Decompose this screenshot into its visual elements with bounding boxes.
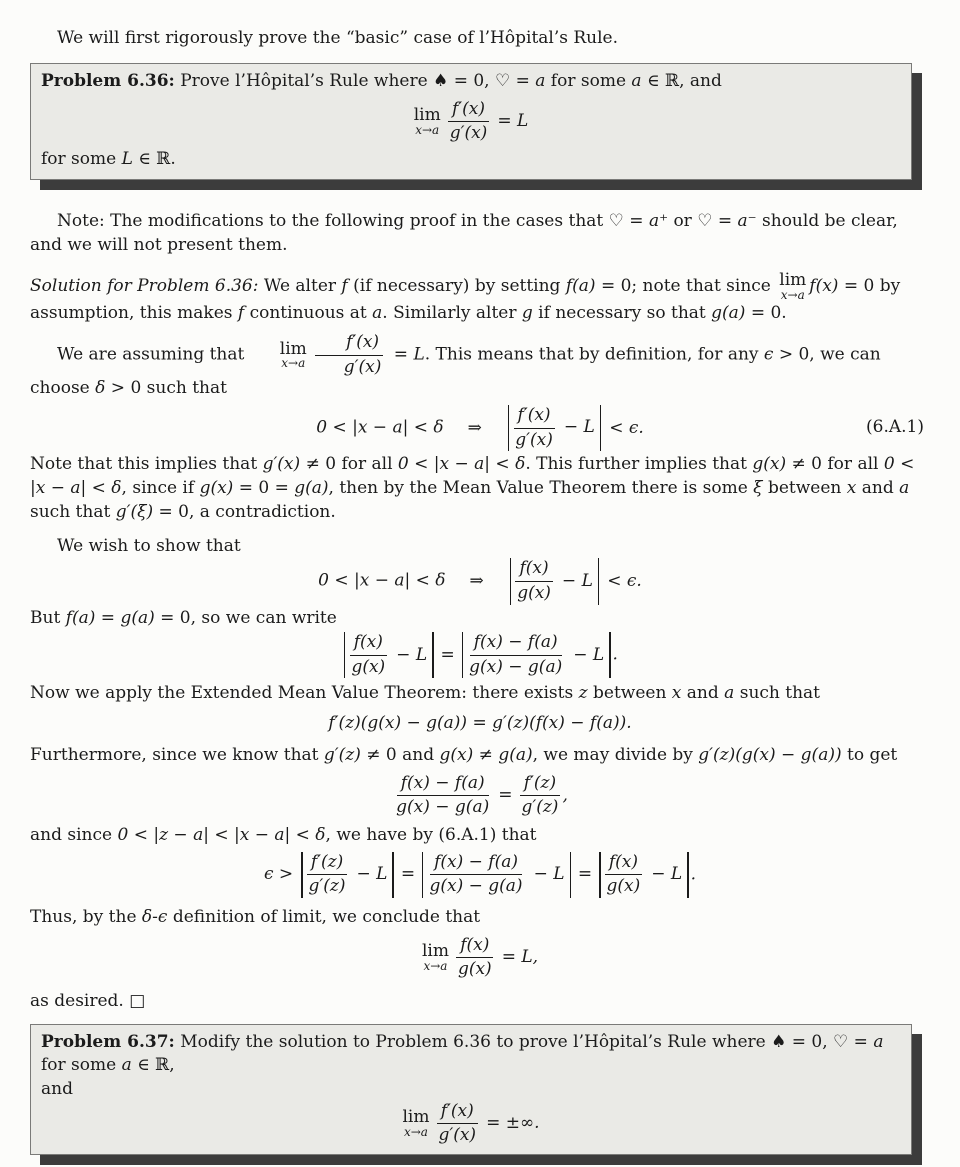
condition: 0 < |x − a| < δ [316, 417, 444, 438]
problem-6-37-box [30, 1024, 912, 1155]
equation-rhs: = L [497, 111, 529, 132]
abs-bar-right [570, 852, 571, 898]
equals-sign: = [440, 644, 455, 665]
problem-6-36-statement: Problem 6.36: Prove l’Hôpital’s Rule where ♠ = 0, ♡ = a for some a ∈ ℝ, and [41, 70, 722, 91]
limit-operator: lim x→a [779, 270, 807, 302]
abs-value-group [510, 558, 599, 604]
abs-bar-left [510, 558, 511, 604]
problem-6-36-equation [41, 100, 901, 144]
abs-bar-right [432, 632, 433, 678]
abs-bar-left [599, 852, 600, 898]
equation-text: f′(z)(g(x) − g(a)) = g′(z)(f(x) − f(a)). [328, 713, 632, 734]
fraction [347, 633, 389, 677]
equals-sign: = [498, 785, 513, 806]
problem-6-37-equation [41, 1102, 901, 1146]
fraction [305, 853, 350, 897]
fraction-numerator: f(x) [515, 559, 552, 582]
abs-bar-right [598, 558, 599, 604]
limit-operator: lim x→a [421, 940, 449, 973]
fraction-numerator: f′(x) [315, 333, 383, 356]
fraction-denominator: g(x) [606, 876, 641, 897]
relation: < ϵ. [607, 571, 642, 592]
minus-L: − L [561, 570, 593, 591]
wish-paragraph: We wish to show that [57, 535, 241, 556]
fraction-numerator: f′(x) [448, 100, 489, 123]
problem-6-37-and-line: and [41, 1079, 73, 1100]
qed-paragraph: as desired. □ [30, 990, 146, 1011]
fraction [454, 936, 496, 980]
fraction-numerator: f(x) − f(a) [397, 774, 489, 797]
fraction-numerator: f(x) − f(a) [470, 633, 562, 656]
abs-bar-right [392, 852, 393, 898]
minus-L: − L [356, 863, 388, 884]
abs-bar-right [609, 632, 610, 678]
fraction [603, 853, 645, 897]
fraction-denominator: g′(x) [438, 1125, 477, 1146]
fraction [313, 333, 386, 377]
intro-paragraph: We will first rigorously prove the “basic” case of l’Hôpital’s Rule. [57, 28, 619, 48]
abs-value-group [508, 405, 601, 451]
abs-bar-left [462, 632, 463, 678]
fraction-numerator: f(x) [350, 633, 387, 656]
epsilon-bound-equation [30, 852, 930, 898]
equation-rhs: = L, [501, 947, 539, 968]
fraction-numerator: f′(z) [307, 853, 347, 876]
abs-value-group [599, 852, 688, 898]
abs-bar-left [344, 632, 345, 678]
problem-6-36-footer: for some L ∈ ℝ. [41, 148, 176, 169]
equation-rhs: = ±∞. [486, 1113, 540, 1134]
relation: < ϵ. [609, 417, 644, 438]
limit-operator: lim x→a [402, 1107, 430, 1140]
wish-equation [30, 558, 930, 604]
period: . [612, 644, 618, 665]
minus-L: − L [573, 644, 605, 665]
solution-lead: Solution for Problem 6.36: [30, 276, 259, 297]
implies-arrow: ⇒ [469, 571, 484, 592]
but-paragraph: But f(a) = g(a) = 0, so we can write [30, 607, 337, 628]
fraction [517, 774, 562, 818]
fraction-numerator: f(x) [456, 936, 493, 959]
minus-L: − L [396, 644, 428, 665]
abs-bar-right [600, 405, 601, 451]
fraction-numerator: f′(x) [437, 1102, 478, 1125]
fraction-denominator: g(x) [457, 959, 492, 980]
epsilon-greater: ϵ > [263, 864, 294, 885]
fraction [511, 406, 557, 450]
abs-value-group [462, 632, 611, 678]
solution-paragraph: Solution for Problem 6.36: We alter f (if necessary) by setting f(a) = 0; note that since lim x→a f(x) = 0 by assumption, this makes f continuous at a. Similarly alter g if necessary so that g(a) = 0. [30, 270, 901, 323]
limit-subscript: x→a [423, 958, 448, 973]
limit-subscript: x→a [403, 1125, 428, 1140]
abs-value-group [301, 852, 394, 898]
abs-bar-left [422, 852, 423, 898]
rewrite-equation [30, 632, 930, 678]
abs-value-group [344, 632, 433, 678]
emvt-equation [30, 712, 930, 736]
fraction-numerator: f′(x) [514, 406, 555, 429]
minus-L: − L [563, 417, 595, 438]
limit-subscript: x→a [415, 122, 440, 137]
gprime-nonzero-paragraph: Note that this implies that g′(x) ≠ 0 for all 0 < |x − a| < δ. This further implies that g(x) ≠ 0 for all 0 < |x − a| < δ, since if g(x) = 0 = g(a), then by the Mean Value Theorem there is some ξ between x and a such that g′(ξ) = 0, a contradiction. [30, 454, 915, 522]
note-paragraph: Note: The modifications to the following proof in the cases that ♡ = a⁺ or ♡ = a⁻ should be clear, and we will not present them. [30, 211, 898, 256]
thus-paragraph: Thus, by the δ-ϵ definition of limit, we conclude that [30, 906, 481, 927]
problem-6-36-label: Problem 6.36: [41, 70, 175, 91]
implies-arrow: ⇒ [467, 417, 482, 438]
period: . [690, 864, 696, 885]
abs-bar-left [508, 405, 509, 451]
emvt-paragraph: Now we apply the Extended Mean Value Theorem: there exists z between x and a such that [30, 683, 821, 704]
problem-6-37-label: Problem 6.37: [41, 1031, 175, 1052]
abs-value-group [422, 852, 571, 898]
fraction-denominator: g(x) − g(a) [469, 656, 563, 677]
assume-paragraph: We are assuming that lim x→a $\frac{f'(x)}{g'(x)}$ = L. This means that by definition, for any ϵ > 0, we can choose δ > 0 such that [30, 332, 881, 399]
fraction-denominator: g′(z) [521, 797, 559, 818]
fraction-denominator: g′(x) [449, 123, 488, 144]
equation-6a1-tag: (6.A.1) [866, 417, 924, 438]
limit-operator: lim x→a [253, 341, 307, 370]
divide-equation [30, 774, 930, 818]
fraction-numerator: f′(z) [520, 774, 560, 797]
minus-L: − L [651, 863, 683, 884]
fraction [392, 774, 493, 818]
fraction-denominator: g(x) − g(a) [396, 797, 490, 818]
fraction-denominator: g(x) [517, 583, 551, 604]
fraction [513, 559, 555, 603]
problem-6-37-statement: Problem 6.37: Modify the solution to Problem 6.36 to prove l’Hôpital’s Rule where ♠ = 0, ♡ = a for some a ∈ ℝ, [41, 1031, 884, 1076]
equals-sign: = [400, 864, 416, 885]
condition: 0 < |x − a| < δ [318, 571, 446, 592]
abs-bar-right [687, 852, 688, 898]
fraction-numerator: f(x) [605, 853, 642, 876]
fraction [446, 100, 492, 144]
abs-bar-left [301, 852, 302, 898]
fraction-denominator: g(x) [351, 656, 386, 677]
limit-subscript: x→a [780, 287, 805, 302]
equals-sign: = [577, 864, 593, 885]
problem-6-36-box [30, 63, 912, 181]
fraction [425, 853, 526, 897]
since-paragraph: and since 0 < |z − a| < |x − a| < δ, we have by (6.A.1) that [30, 824, 537, 845]
fraction-numerator: f(x) − f(a) [430, 853, 522, 876]
furthermore-paragraph: Furthermore, since we know that g′(z) ≠ 0 and g(x) ≠ g(a), we may divide by g′(z)(g(x) − g(a)) to get [30, 745, 898, 766]
limit-operator: lim x→a [413, 104, 441, 137]
fraction [434, 1102, 480, 1146]
minus-L: − L [533, 863, 565, 884]
fraction [465, 633, 566, 677]
fraction-denominator: g′(z) [308, 876, 346, 897]
fraction-denominator: g′(x) [343, 356, 382, 377]
limit-subscript: x→a [281, 356, 306, 371]
equation-6a1 [30, 405, 930, 451]
fraction-denominator: g(x) − g(a) [429, 876, 523, 897]
fraction-denominator: g′(x) [515, 429, 553, 450]
comma: , [562, 785, 568, 806]
conclusion-equation [30, 936, 930, 980]
